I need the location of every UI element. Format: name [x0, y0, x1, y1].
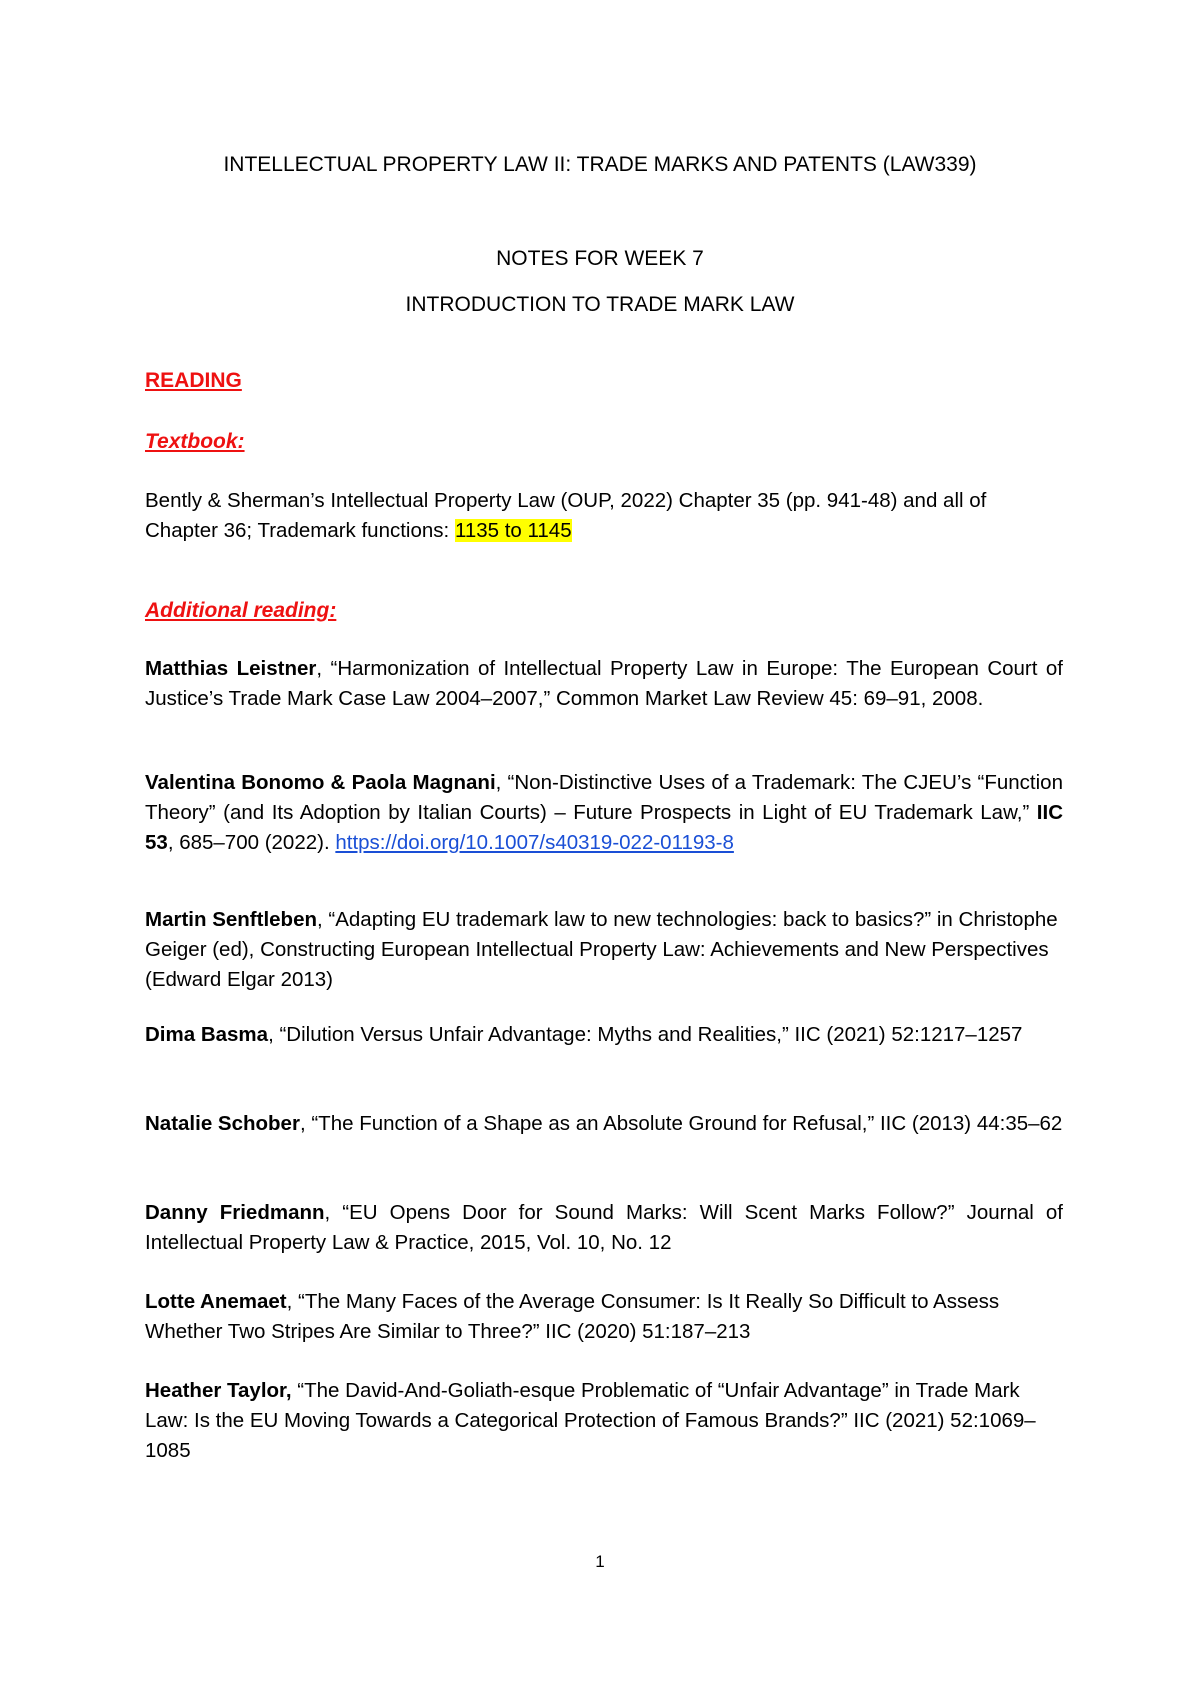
reference-author: Matthias Leistner	[145, 657, 317, 680]
reading-heading: READING	[145, 369, 242, 392]
reference-text: , “The Function of a Shape as an Absolute Ground for Refusal,” IIC (2013) 44:35–62	[299, 1112, 1063, 1135]
reference-text: , “The Many Faces of the Average Consumer: Is It Really So Difficult to Assess Whether Two Stripes Are Similar to Three?” IIC (2020) 51:187–213	[145, 1290, 1000, 1343]
reference-text-2: , 685–700 (2022).	[167, 831, 336, 854]
reference-item	[145, 1198, 1063, 1258]
textbook-reference	[145, 486, 1063, 546]
page-number: 1	[595, 1552, 605, 1571]
textbook-heading: Textbook:	[145, 430, 245, 453]
reference-item	[145, 1109, 1063, 1139]
course-title: INTELLECTUAL PROPERTY LAW II: TRADE MARKS AND PATENTS (LAW339)	[223, 153, 977, 176]
reference-item	[145, 654, 1063, 714]
reference-item	[145, 905, 1063, 995]
reference-author: Danny Friedmann	[145, 1201, 325, 1224]
textbook-text: Bently & Sherman’s Intellectual Property Law (OUP, 2022) Chapter 35 (pp. 941-48) and all of Chapter 36; Trademark functions:	[145, 489, 987, 542]
reference-text: , “Non-Distinctive Uses of a Trademark: The CJEU’s “Function Theory” (and Its Adoption by Italian Courts) – Future Prospects in Light of EU Trademark Law,”	[145, 771, 1063, 824]
reference-author: Heather Taylor,	[145, 1379, 292, 1402]
reference-author: Natalie Schober	[145, 1112, 300, 1135]
textbook-page-range: 1135 to 1145	[454, 519, 572, 542]
reference-item	[145, 1287, 1063, 1347]
reference-text: , “Harmonization of Intellectual Property Law in Europe: The European Court of Justice’s Trade Mark Case Law 2004–2007,” Common Market Law Review 45: 69–91, 2008.	[145, 657, 1063, 710]
reference-author: Martin Senftleben	[145, 908, 317, 931]
reference-item	[145, 1020, 1063, 1050]
reference-text: “The David-And-Goliath-esque Problematic of “Unfair Advantage” in Trade Mark Law: Is the EU Moving Towards a Categorical Protection of Famous Brands?” IIC (2021) 52:1069–1085	[145, 1379, 1036, 1462]
doi-link[interactable]: https://doi.org/10.1007/s40319-022-01193-8	[335, 831, 734, 854]
additional-reading-heading: Additional reading:	[145, 599, 337, 622]
reference-author: Dima Basma	[145, 1023, 269, 1046]
reference-author: Lotte Anemaet	[145, 1290, 287, 1313]
topic-title: INTRODUCTION TO TRADE MARK LAW	[405, 293, 795, 316]
reference-author: Valentina Bonomo & Paola Magnani	[145, 771, 496, 794]
reference-text: , “EU Opens Door for Sound Marks: Will Scent Marks Follow?” Journal of Intellectual Property Law & Practice, 2015, Vol. 10, No. 12	[145, 1201, 1064, 1254]
reference-item	[145, 1376, 1063, 1466]
reference-journal: IIC 53	[145, 801, 1063, 854]
notes-week-title: NOTES FOR WEEK 7	[496, 247, 704, 270]
reference-text: , “Dilution Versus Unfair Advantage: Myths and Realities,” IIC (2021) 52:1217–1257	[268, 1023, 1023, 1046]
reference-item	[145, 768, 1063, 858]
reference-text: , “Adapting EU trademark law to new technologies: back to basics?” in Christophe Geiger (ed), Constructing European Intellectual Property Law: Achievements and New Perspectives (Edward Elgar 2013)	[145, 908, 1058, 991]
